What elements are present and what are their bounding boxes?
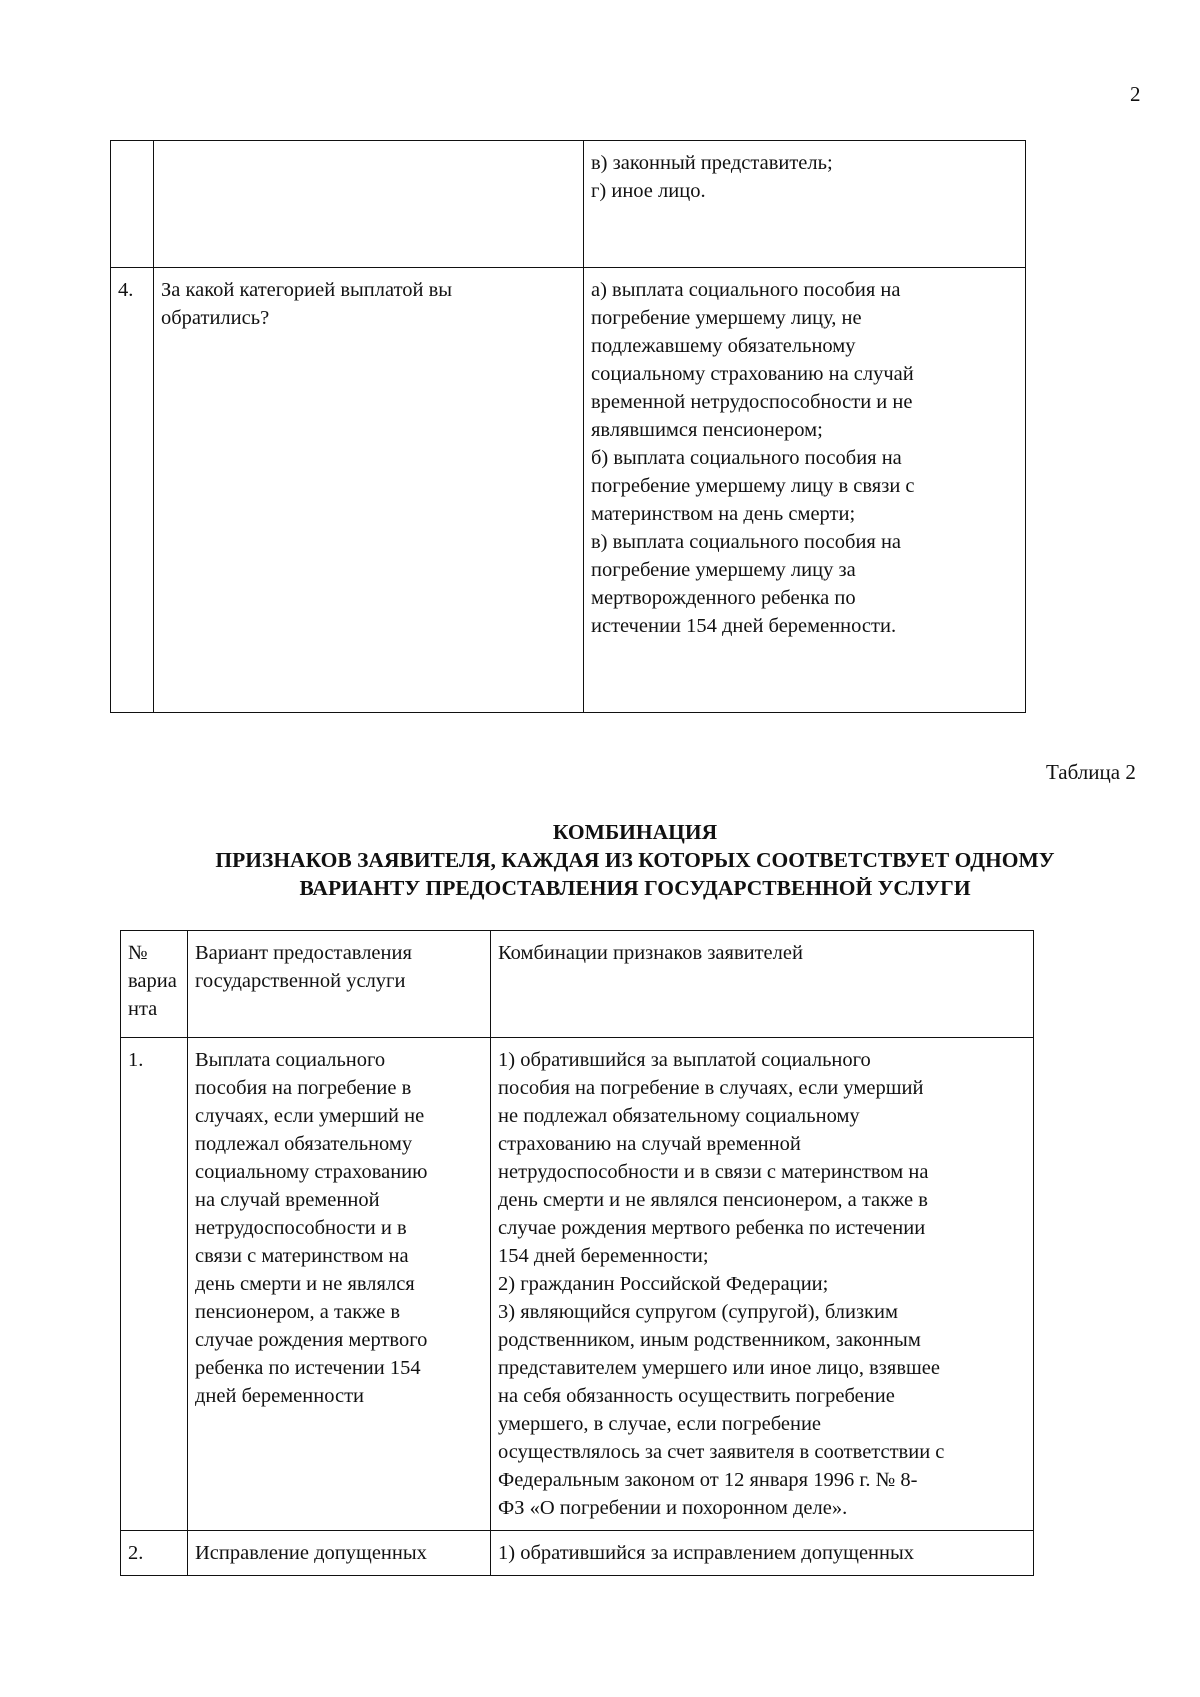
table-title-line: ПРИЗНАКОВ ЗАЯВИТЕЛЯ, КАЖДАЯ ИЗ КОТОРЫХ СООТВЕТСТВУЕТ ОДНОМУ [215,848,1055,872]
header-line: Вариант предоставления [195,942,412,964]
variant-line: день смерти и не являлся [195,1273,415,1295]
combination-line: 3) являющийся супругом (супругой), близким [498,1301,898,1323]
variant-line: случае рождения мертвого [195,1329,428,1351]
questions-table-continued [110,140,1026,713]
combination-line: родственником, иным родственником, законным [498,1329,921,1351]
table-title-line: ВАРИАНТУ ПРЕДОСТАВЛЕНИЯ ГОСУДАРСТВЕННОЙ УСЛУГИ [299,876,971,900]
question-cell [154,141,584,268]
combination-line: Федеральным законом от 12 января 1996 г. № 8- [498,1469,918,1491]
combination-line: нетрудоспособности и в связи с материнством на [498,1161,929,1183]
combination-line: 2) гражданин Российской Федерации; [498,1273,829,1295]
answer-line: подлежавшему обязательному [591,335,856,357]
table-header-row [121,931,1034,1038]
answer-line: г) иное лицо. [591,180,706,202]
combination-cell [491,1038,1034,1531]
combination-line: случае рождения мертвого ребенка по истечении [498,1217,926,1239]
answer-line: погребение умершему лицу, не [591,307,862,329]
question-cell [154,268,584,713]
answer-line: материнством на день смерти; [591,503,856,525]
variant-line: Выплата социального [195,1049,386,1071]
combination-line: осуществлялось за счет заявителя в соответствии с [498,1441,945,1463]
combination-line: 1) обратившийся за исправлением допущенных [498,1542,915,1564]
combination-line: страхованию на случай временной [498,1133,801,1155]
combination-line: пособия на погребение в случаях, если умерший [498,1077,924,1099]
table-row [121,1531,1034,1576]
header-line: нта [128,998,158,1020]
variant-line: ребенка по истечении 154 [195,1357,421,1379]
header-variant-number [121,931,188,1038]
combination-line: день смерти и не являлся пенсионером, а также в [498,1189,928,1211]
variant-cell [188,1038,491,1531]
row-number-cell: 4. [111,268,154,713]
table-title [120,818,1150,902]
answer-line: погребение умершему лицу за [591,559,856,581]
combination-line: умершего, в случае, если погребение [498,1413,822,1435]
variant-line: случаях, если умерший не [195,1105,425,1127]
variant-line: социальному страхованию [195,1161,428,1183]
row-number-cell [111,141,154,268]
table-row [111,268,1026,713]
table-label: Таблица 2 [1046,760,1136,784]
header-line: государственной услуги [195,970,406,992]
combination-line: 154 дней беременности; [498,1245,709,1267]
variant-line: дней беременности [195,1385,365,1407]
table-row [121,1038,1034,1531]
variant-line: нетрудоспособности и в [195,1217,407,1239]
answer-options-cell [584,141,1026,268]
combination-line: не подлежал обязательному социальному [498,1105,860,1127]
answer-line: а) выплата социального пособия на [591,279,901,301]
variant-line: Исправление допущенных [195,1542,427,1564]
answer-line: в) выплата социального пособия на [591,531,902,553]
header-variant [188,931,491,1038]
answer-options-cell [584,268,1026,713]
answer-line: временной нетрудоспособности и не [591,391,913,413]
variant-number-cell: 1. [121,1038,188,1531]
table-title-line: КОМБИНАЦИЯ [552,820,718,844]
variant-line: связи с материнством на [195,1245,409,1267]
answer-line: погребение умершему лицу в связи с [591,475,915,497]
variant-line: пенсионером, а также в [195,1301,401,1323]
applicant-combinations-table [120,930,1034,1576]
answer-line: истечении 154 дней беременности. [591,615,897,637]
answer-line: б) выплата социального пособия на [591,447,902,469]
variant-number-cell: 2. [121,1531,188,1576]
variant-line: на случай временной [195,1189,380,1211]
question-line: За какой категорией выплатой вы [161,279,453,301]
table-row [111,141,1026,268]
variant-line: подлежал обязательному [195,1133,413,1155]
variant-line: пособия на погребение в [195,1077,412,1099]
page-number: 2 [1130,82,1141,106]
header-combinations [491,931,1034,1038]
header-line: вариа [128,970,177,992]
answer-line: в) законный представитель; [591,152,833,174]
variant-cell [188,1531,491,1576]
answer-line: являвшимся пенсионером; [591,419,823,441]
combination-line: ФЗ «О погребении и похоронном деле». [498,1497,848,1519]
question-line: обратились? [161,307,270,329]
combination-line: 1) обратившийся за выплатой социального [498,1049,871,1071]
combination-cell [491,1531,1034,1576]
header-line: № [128,942,148,964]
header-line: Комбинации признаков заявителей [498,942,803,964]
answer-line: социальному страхованию на случай [591,363,914,385]
combination-line: представителем умершего или иное лицо, взявшее [498,1357,940,1379]
combination-line: на себя обязанность осуществить погребение [498,1385,895,1407]
answer-line: мертворожденного ребенка по [591,587,856,609]
